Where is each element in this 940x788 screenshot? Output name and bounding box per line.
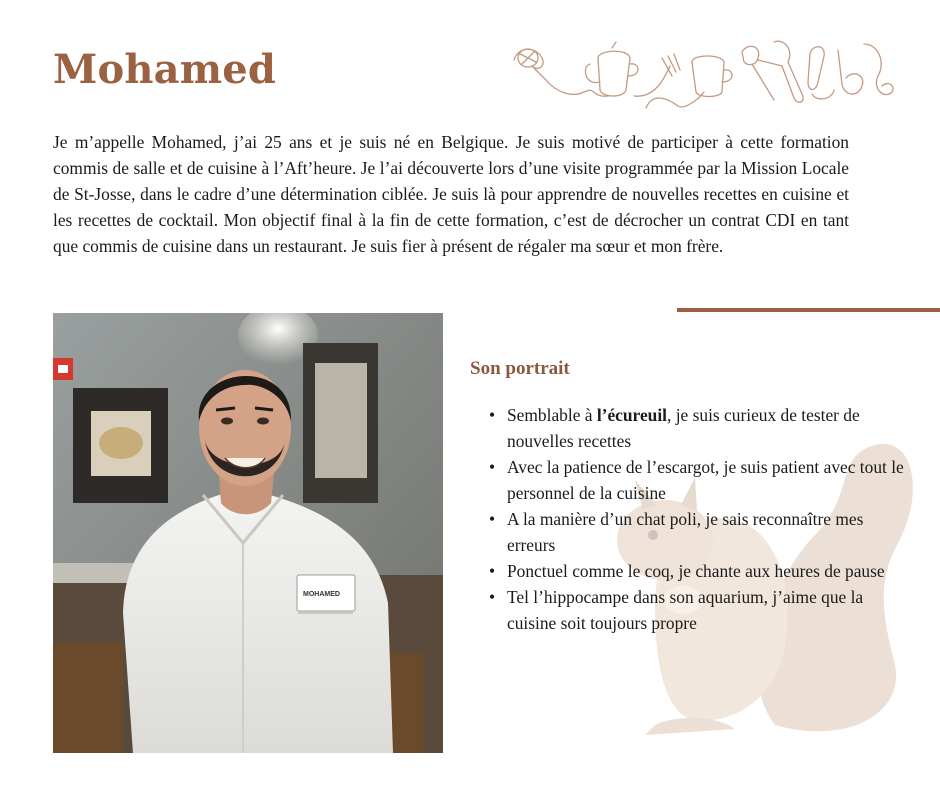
page-title: Mohamed <box>53 46 277 93</box>
section-divider <box>677 308 940 312</box>
name-badge: MOHAMED <box>303 591 340 598</box>
list-item: • Tel l’hippocampe dans son aquarium, j’aime que la cuisine soit toujours propre <box>470 584 910 636</box>
profile-photo <box>53 313 443 753</box>
list-item: • Semblable à l’écureuil, je suis curieux de tester de nouvelles recettes <box>470 402 910 454</box>
list-item: • Ponctuel comme le coq, je chante aux heures de pause <box>470 558 910 584</box>
portrait-list <box>470 402 910 636</box>
intro-paragraph: Je m’appelle Mohamed, j’ai 25 ans et je suis né en Belgique. Je suis motivé de participer à cette formation commis de salle et de cuisine à l’Aft’heure. Je l’ai découverte lors d’une visite programmée par la Mission Locale de St-Josse, dans le cadre d’une détermination ciblée. Je suis là pour apprendre de nouvelles recettes en cuisine et les recettes de cocktail. Mon objectif final à la fin de cette formation, c’est de décrocher un contrat CDI en tant que commis de cuisine dans un restaurant. Je suis fier à présent de régaler ma sœur et mon frère. <box>53 132 849 256</box>
list-item: • Avec la patience de l’escargot, je suis patient avec tout le personnel de la cuisine <box>470 454 910 506</box>
list-item: • A la manière d’un chat poli, je sais reconnaître mes erreurs <box>470 506 910 558</box>
highlight-animal: l’écureuil <box>596 405 668 425</box>
portrait-section-title: Son portrait <box>470 358 570 379</box>
kitchen-utensils-illustration <box>512 36 894 110</box>
